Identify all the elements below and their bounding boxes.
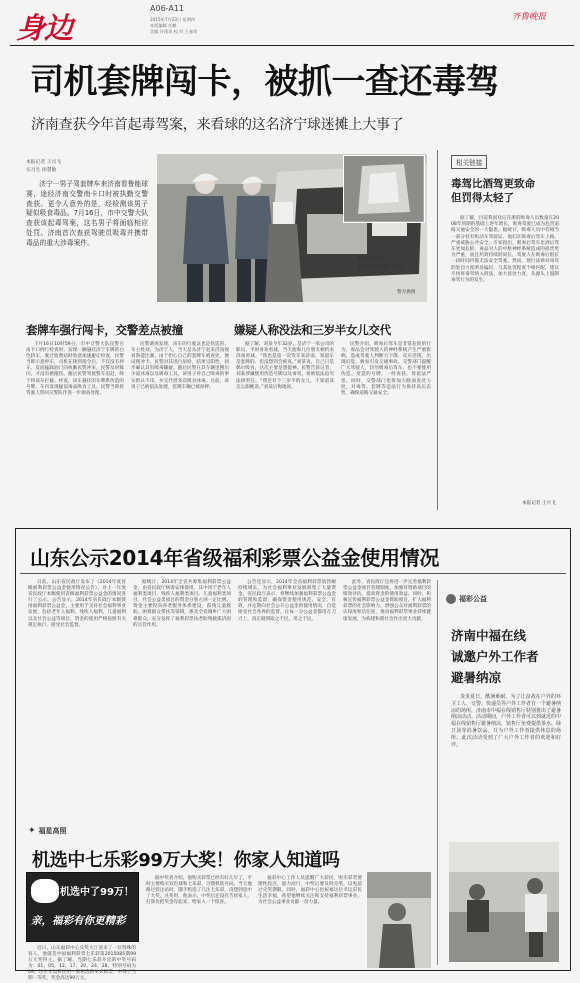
- story-headline: 司机套牌闯卡，被抓一查还毒驾: [30, 62, 499, 102]
- drugs-inset-illustration: [344, 156, 423, 221]
- outdoor-workers-illustration: [449, 842, 559, 962]
- story-body-col3: 据了解，刘某今年32岁，是济宁一家公司的职员，平时喜欢看球，当天他和几位朋友相约来济南看球。“我也是第一次驾车来济南，知道车是套牌的，但没想到会被查。”刘某说，自己只是偶尔吸食，这次主要是想提神。民警告诉记者，刘某涉嫌使用伪造号牌以及毒驾，将被依法追究法律责任。“我还有个三岁半的女儿，不知道该怎么跟她说。”刘某后悔地说。: [236, 342, 334, 390]
- byline-intern: 实习生 徐慧敏: [26, 168, 57, 173]
- subhead-right: 嫌疑人称没法和三岁半女儿交代: [234, 323, 391, 337]
- lottery-col2: 据中奖者介绍，他购买彩票已经有好几年了，平时主要购买双色球和七乐彩，习惯机选号码。当天他路过投注站时，随手机选了几注七乐彩，没想到竟中了大奖。兑奖时，他表示，中奖后还没有告诉家人，打算先把奖金存起来，给家人一个惊喜。: [146, 876, 252, 906]
- page-designers: 美编 许蓬英 校 对 王春荣: [150, 29, 198, 34]
- lottery-col1: 近日，山东福彩中心兑奖大厅迎来了一位特殊的客人，他就是中国福利彩票七乐彩第2015085期99万大奖得主。据了解，当期七乐彩开出的中奖号码为：01、05、12、17、20、24、28，特别号码为09。这位幸运彩民用一张机选的单式彩票，中得了当期一等奖，奖金高达99万元。: [28, 946, 136, 982]
- welfare-rule: [20, 573, 566, 574]
- welfare-logo-icon: [446, 594, 456, 604]
- page-range: A06-A11: [150, 4, 185, 13]
- welfare-side-body: 炎炎夏日，酷暑难耐。为了让奋战在户外的环卫工人、交警、快递员等户外工作者有一个避暑纳凉的场所，济南市中福在线销售厅特别推出了避暑纳凉活动。活动期间，户外工作者可以到就近的中福在线销售厅避暑纳凉，销售厅免费提供茶水、绿豆汤等消暑饮品，并为户外工作者提供休息的场所。此次活动受到了广大户外工作者的欢迎和好评。: [451, 694, 562, 748]
- welfare-col1: 日前，山东省民政厅发布了《2014年度省级福利彩票公益金使用情况公告》，对上一年度省民政厅本级使用省级福利彩票公益金的情况进行了公示。公告显示，2014年省民政厅本级使用福利彩票公益金，主要用于支持社会福利事业发展，包括老年人福利、残疾人福利、儿童福利以及社会公益等项目，资金的使用严格按照有关规定执行，接受社会监督。: [28, 580, 126, 628]
- welfare-col2: 据统计，2014年全省共筹集福利彩票公益金，由省民政厅统筹安排使用，其中用于老年人福利类项目、残疾人福利类项目、儿童福利类项目、社会公益类项目的资金分别占到一定比例。资金主要投向养老服务体系建设、孤残儿童救助、困难群众帮扶等领域，惠及全省城乡广大困难群众，充分发挥了福利彩票扶老助残救孤济困的宗旨作用。: [133, 580, 231, 628]
- sidebar-byline: 本报记者 王兴飞: [522, 501, 556, 506]
- sidebar-title-1: 毒驾比酒驾更致命: [451, 178, 535, 190]
- sidebar-body: 据了解，目前我国登记在册的吸毒人员数量在2008年到期的基础上逐年增长，吸毒驾驶已成为危害道路交通安全的一大隐患。据统计，吸毒人员中有相当一部分持有机动车驾驶证，他们在吸毒后驾车上路，严重威胁公共安全。专家指出，吸毒后驾车比酒后驾车更加危险，毒品对人的中枢神经系统造成的损害更为严重，而且药效持续时间长，驾驶人在吸毒后很长一段时间内都无法安全驾驶。然而，现行法律对毒驾的处罚力度明显偏轻，与其危害程度不相匹配，建议尽快将毒驾纳入刑法，加大惩处力度，从源头上遏制毒驾行为的发生。: [451, 216, 559, 284]
- lottery-label-wrap: [28, 826, 67, 836]
- story-lead: 济宁一男子驾套牌车来济南看鲁能球赛，途经济南交警南卡口时被执勤交警查获。更令人意外的是，经检测该男子疑似吸食毒品。7月16日，市中交警大队查获该起毒驾案，这名男子将面临相应处罚。济南首次查获驾驶员吸毒并携带毒品的重大涉毒案件。: [26, 180, 148, 247]
- ticket-line-1: 机选中了99万！: [60, 887, 134, 898]
- ticket-line-2: 亲，福彩有你更精彩: [31, 915, 126, 927]
- ticket-badge: [31, 879, 59, 903]
- lottery-photo: [367, 872, 431, 968]
- story-body-col1: 7月16日10时59分，市中交警大队民警在南卡口例行检查时，发现一辆悬挂济宁车牌的白色轿车，驶过收费站时故意加速避让检查，民警当即示意停车，司机在接到指令后，不仅没有停车，反而猛踩油门向执勤民警冲来，民警及时躲闪，才没有被撞伤。随后民警驾驶警车追赶，终于将该车拦截。经查，该车悬挂的车牌系伪造的号牌，车内发现疑似毒品吸食工具。民警当即将驾驶人带回交警队作进一步调查处理。: [26, 342, 124, 396]
- welfare-col4: 此外，省民政厅还将进一步完善福利彩票公益金项目管理制度，加强对资助项目的绩效评估，提高资金的使用效益。同时，积极宣传福利彩票公益金资助项目，扩大福利彩票的社会影响力，增强公众对福利彩票的认知度和信任度，推动福利彩票事业持续健康发展，为构建和谐社会作出更大贡献。: [343, 580, 431, 622]
- section-logo: 身边: [16, 11, 73, 45]
- issue-date: 2015年7月23日 星期四: [150, 17, 196, 22]
- welfare-side-divider: [437, 580, 438, 965]
- story-body-col2: 民警调查发现，该车的行驶证也是伪造的，车主姓刘，为济宁人，当天是从济宁赶来济南观看鲁能比赛。由于担心自己的套牌车被查处，便试图冲卡。民警对其进行尿检，结果呈阳性，初步确认其有吸毒嫌疑。随后民警在其车辆里搜出少量冰毒以及吸毒工具，该男子对自己吸毒的事实供认不讳，并交代曾多次吸食冰毒。目前，该男子已被依法处理，套牌车辆已被扣押。: [131, 342, 229, 390]
- sidebar-tag: 相关链接: [451, 155, 487, 169]
- lottery-section-label: 福星高照: [38, 827, 67, 835]
- welfare-headline: 山东公示2014年省级福利彩票公益金使用情况: [30, 546, 440, 570]
- welfare-col3: 公告还显示，2014年全省福利彩票销售额持续增长，为社会福利事业发展筹集了大量资金。省民政厅表示，将继续加强福利彩票公益金的管理和监督，确保资金使用规范、安全、有效，并定期向社会公开公益金的使用情况，自觉接受社会各界的监督，让每一分公益金都用在刀刃上，真正做到取之于民，用之于民。: [238, 580, 336, 622]
- sidebar-title-2: 但罚得太轻了: [451, 192, 514, 204]
- story-subheadline: 济南查获今年首起毒驾案，来看球的这名济宁球迷摊上大事了: [31, 117, 404, 133]
- welfare-side-title-3: 避暑纳凉: [451, 670, 502, 685]
- welfare-side-label-wrap: [446, 594, 487, 604]
- star-icon: ✦: [28, 826, 36, 836]
- subhead-left: 套牌车强行闯卡，交警差点被撞: [26, 323, 183, 337]
- masthead-rule: [10, 45, 574, 46]
- page-editors: 本版编辑 任鹏: [150, 23, 177, 28]
- inset-photo: [343, 155, 425, 223]
- caption-drugs: ▲查获的毒品。: [357, 256, 389, 261]
- welfare-side-title-2: 诚邀户外工作者: [451, 649, 539, 664]
- welfare-side-title-1: 济南中福在线: [451, 628, 527, 643]
- sidebar-divider: [437, 150, 438, 510]
- lottery-headline: 机选中七乐彩99万大奖！你家人知道吗: [32, 850, 340, 871]
- photo-credit: 警方供图: [397, 290, 416, 295]
- welfare-side-photo: [449, 842, 559, 962]
- lottery-col3: 福彩中心工作人员提醒广大彩民，购买彩票要理性投注，量力而行，中奖后要及时兑奖，以免超过兑奖期限。同时，福彩中心也祝福这位幸运彩民生活幸福，希望他继续关注和支持福利彩票事业，为社会公益事业贡献一份力量。: [258, 876, 362, 906]
- caption-suspect: ◀民警揭穿嫌疑人搭肩。: [357, 265, 407, 270]
- byline-reporter: 本报记者 王兴飞: [26, 160, 62, 165]
- lottery-ticket: [26, 872, 139, 942]
- welfare-side-label: 福彩公益: [459, 595, 487, 603]
- newspaper-name: 齐鲁晚报: [512, 12, 547, 22]
- story-body-col4: 民警介绍，吸毒后驾车是非常危险的行为，毒品会对驾驶人的神经系统产生严重影响，造成驾驶人判断力下降、反应迟钝、出现幻觉，极易引发交通事故。交警部门提醒广大驾驶人，切勿吸毒后驾车，也不要使用伪造、变造的号牌，一经查获，将依法严惩。同时，交警部门也将加大路面查处力度，对毒驾、套牌等违法行为保持高压态势，确保道路交通安全。: [341, 342, 431, 396]
- winner-illustration: [367, 872, 431, 968]
